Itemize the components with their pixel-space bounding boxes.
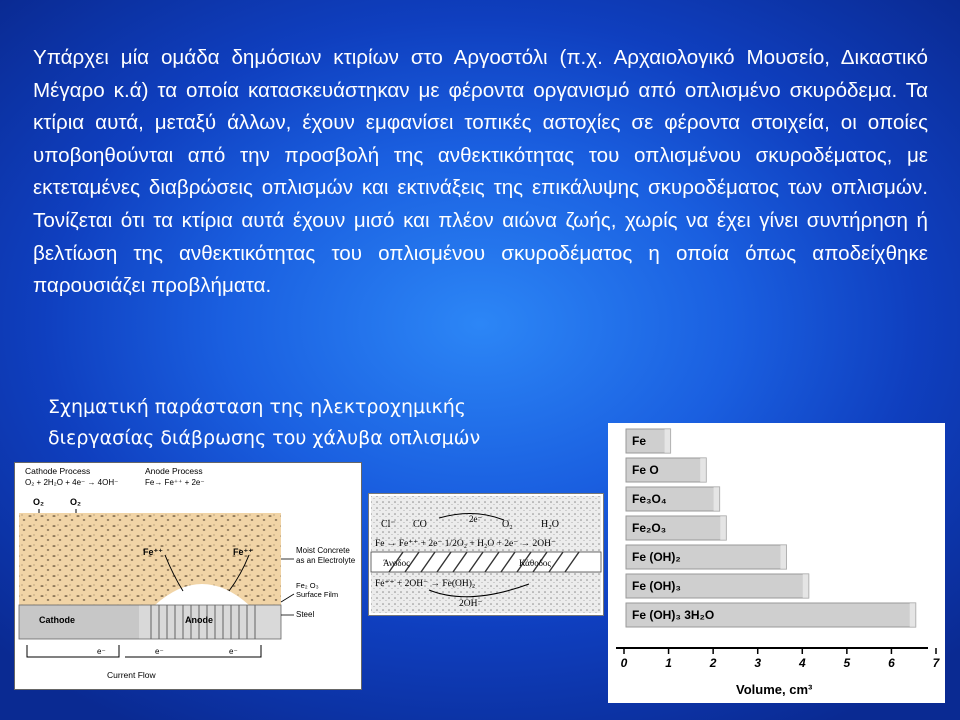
x-tick-label-0: 0: [620, 656, 628, 670]
paragraph-part-3: Τονίζεται ότι τα κτίρια αυτά έχουν μισό και πλέον αιώνα ζωής, χωρίς να έχει γίνει συντήρηση ή βελτίωση της ανθεκτικότητας του οπλισμένου σκυροδέματος η οποία όπως αποδείχθηκε παρουσιάζει προβλήματα.: [33, 208, 928, 298]
bar-label-5: Fe (OH)₃: [632, 579, 681, 593]
concrete-body: [19, 513, 281, 605]
electron-label-1: e⁻: [97, 647, 106, 656]
bar-label-2: Fe₃O₄: [632, 492, 667, 506]
bar-highlight-6: [910, 603, 916, 627]
chloride-label: Cl⁻: [381, 519, 396, 530]
anode-label: Anode: [185, 615, 213, 625]
bar-label-1: Fe O: [632, 463, 659, 477]
current-flow-path-right: [125, 645, 261, 657]
caption-line-2: διεργασίας διάβρωσης του χάλυβα οπλισμών: [48, 427, 481, 449]
reaction-row-1: Fe → Fe⁺⁺ + 2e⁻ 1/2O₂ + H₂O + 2e⁻ → 2OH⁻: [375, 539, 557, 549]
paragraph-part-2: Τα κτίρια αυτά, μεταξύ άλλων, έχουν εμφανίσει τοπικές αστοχίες σε φέροντα στοιχεία, οι οποίες υποβοηθούνται από την προσβολή της ανθεκτικότητας του οπλισμένου σκυροδέματος, με εκτεταμένες διαβρώσεις οπλισμών και εκτινάξεις της επικάλυψης σκυροδέματος των οπλισμών.: [33, 78, 928, 200]
hydroxide-label: 2OH⁻: [459, 599, 483, 609]
water-label: H₂O: [541, 519, 559, 530]
x-tick-label-1: 1: [665, 656, 672, 670]
bar-label-0: Fe: [632, 434, 647, 448]
bar-highlight-1: [700, 458, 706, 482]
x-tick-label-3: 3: [754, 656, 762, 670]
electron-label-3: e⁻: [229, 647, 238, 656]
x-tick-label-7: 7: [932, 656, 940, 670]
surface-film-label-2: Surface Film: [296, 590, 339, 599]
x-tick-label-4: 4: [798, 656, 806, 670]
moist-concrete-label-2: as an Electrolyte: [296, 556, 356, 565]
bar-label-4: Fe (OH)₂: [632, 550, 681, 564]
o2-left-label: O₂: [33, 497, 44, 507]
kathodos-label: Κάθοδος: [519, 558, 551, 568]
co-label: CO: [413, 519, 427, 530]
o2-right-label: O₂: [70, 497, 81, 507]
bar-highlight-5: [803, 574, 809, 598]
x-tick-label-2: 2: [709, 656, 717, 670]
electrons-label: 2e⁻: [469, 514, 483, 524]
cathode-label: Cathode: [39, 615, 75, 625]
cathode-process-label: Cathode Process: [25, 466, 91, 476]
x-tick-label-6: 6: [888, 656, 895, 670]
surface-film-label-1: Fe₂ O₃: [296, 581, 319, 590]
bar-highlight-4: [780, 545, 786, 569]
corrosion-cell-diagram: [14, 462, 362, 690]
anode-process-label: Anode Process: [145, 466, 203, 476]
bar-label-6: Fe (OH)₃ 3H₂O: [632, 608, 715, 622]
volume-chart-svg: [608, 423, 945, 703]
fe-ion-right: Fe⁺⁺: [233, 547, 254, 557]
bar-highlight-3: [720, 516, 726, 540]
x-tick-label-5: 5: [843, 656, 851, 670]
bar-highlight-0: [665, 429, 671, 453]
caption-line-1: Σχηματική παράσταση της ηλεκτροχημικής: [48, 396, 466, 418]
figure-caption: [48, 392, 588, 454]
bar-label-3: Fe₂O₃: [632, 521, 667, 535]
x-axis-title: Volume, cm³: [736, 682, 813, 697]
corrosion-volume-chart: [608, 423, 945, 703]
electrochemical-reaction-sketch: [368, 493, 604, 616]
moist-concrete-label-1: Moist Concrete: [296, 546, 350, 555]
fe-ion-left: Fe⁺⁺: [143, 547, 164, 557]
cathode-equation: O₂ + 2H₂O + 4e⁻ → 4OH⁻: [25, 478, 119, 487]
cathode-zone: [19, 605, 139, 639]
main-paragraph: [33, 42, 928, 303]
current-flow-label: Current Flow: [107, 670, 156, 680]
anode-equation: Fe→ Fe⁺⁺ + 2e⁻: [145, 478, 205, 487]
electron-label-2: e⁻: [155, 647, 164, 656]
oxygen-label: O₂: [502, 519, 513, 530]
bar-highlight-2: [714, 487, 720, 511]
paragraph-part-1: Υπάρχει μία ομάδα δημόσιων κτιρίων στο Αργοστόλι (π.χ. Αρχαιολογικό Μουσείο, Δικαστικό Μέγαρο κ.ά) τα οποία κατασκευάστηκαν με φέροντα οργανισμό από οπλισμένο σκυρόδεμα.: [33, 46, 928, 102]
reaction-row-2: Fe⁺⁺ + 2OH⁻ → Fe(OH)₂: [375, 579, 476, 589]
steel-label: Steel: [296, 610, 315, 619]
anodos-label: Άνοδος: [383, 558, 410, 568]
